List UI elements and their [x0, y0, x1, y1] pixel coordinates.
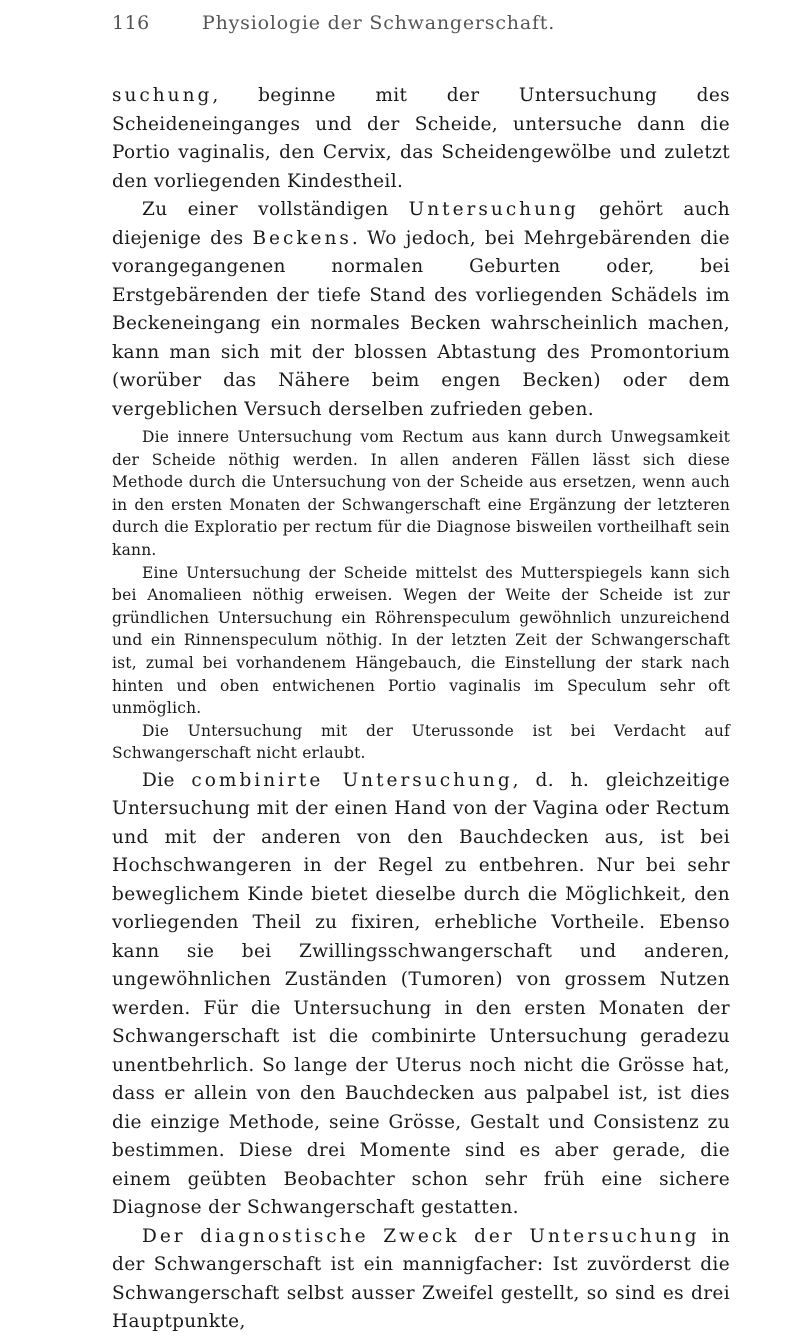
page-body — [112, 82, 730, 1337]
paragraph-3: Die innere Untersuchung vom Rectum aus kann durch Unwegsamkeit der Scheide nöthig werden. In allen anderen Fällen lässt sich diese Methode durch die Untersuchung von der Scheide aus ersetzen, wenn auch in den ersten Monaten der Schwangerschaft eine Ergänzung der letzteren durch die Exploratio per rectum für die Diagnose bisweilen vortheilhaft sein kann. — [112, 428, 730, 559]
paragraph-text: Die — [142, 769, 192, 791]
paragraph-2 — [112, 196, 730, 424]
paragraph-4: Eine Untersuchung der Scheide mittelst des Mutterspiegels kann sich bei Anomalieen nöthig erweisen. Wegen der Weite der Scheide ist zur gründlichen Untersuchung ein Röhrenspeculum gewöhnlich unzureichend und ein Rinnenspeculum nöthig. In der letzten Zeit der Schwangerschaft ist, zumal bei vorhandenem Hängebauch, die Einstellung der stark nach hinten und oben entwichenen Portio vaginalis im Speculum sehr oft unmöglich. — [112, 563, 730, 718]
spaced-term: Der diagnostische Zweck der Untersuchung — [142, 1225, 700, 1247]
paragraph-7 — [112, 1223, 730, 1337]
paragraph-text: Zu einer vollständigen — [142, 199, 409, 220]
paragraph-6 — [112, 767, 730, 1223]
page-number: 116 — [112, 12, 150, 34]
spaced-term: combinirte Untersuchung — [191, 769, 513, 791]
paragraph-text: . Wo jedoch, bei Mehrgebärenden die vorangegangenen normalen Geburten oder, bei Erstgebärenden der tiefe Stand des vorliegenden Schädels im Beckeneingang ein normales Becken wahrscheinlich machen, kann man sich mit der blossen Abtastung des Promontorium (worüber das Nähere beim engen Becken) oder dem vergeblichen Versuch derselben zufrieden geben. — [112, 227, 730, 420]
page-header — [112, 6, 732, 38]
paragraph-text: in der Schwangerschaft ist ein mannigfacher: Ist zuvörderst die Schwangerschaft selbst ausser Zweifel gestellt, so sind es drei Hauptpunkte, — [112, 1225, 730, 1333]
spaced-term: Untersuchung — [408, 199, 579, 220]
paragraph-text: gehört auch diejenige des — [112, 199, 730, 249]
spaced-word: suchung — [112, 85, 213, 106]
running-title: Physiologie der Schwangerschaft. — [202, 12, 556, 34]
paragraph-text: , d. h. gleichzeitige Untersuchung mit der einen Hand von der Vagina oder Rectum und mit der anderen von den Bauchdecken aus, ist bei Hochschwangeren in der Regel zu entbehren. Nur bei sehr beweglichem Kinde bietet dieselbe durch die Möglichkeit, den vorliegenden Theil zu fixiren, erhebliche Vortheile. Ebenso kann sie bei Zwillingsschwangerschaft und anderen, ungewöhnlichen Zuständen (Tumoren) von grossem Nutzen werden. Für die Untersuchung in den ersten Monaten der Schwangerschaft ist die combinirte Untersuchung geradezu unentbehrlich. So lange der Uterus noch nicht die Grösse hat, dass er allein von den Bauchdecken aus palpabel ist, ist dies die einzige Methode, seine Grösse, Gestalt und Consistenz zu bestimmen. Diese drei Momente sind es aber gerade, die einem geübten Beobachter schon sehr früh eine sichere Diagnose der Schwangerschaft gestatten. — [112, 769, 731, 1219]
spaced-term: Beckens — [252, 227, 352, 249]
paragraph-text: , beginne mit der Untersuchung des Scheideneinganges und der Scheide, untersuche dann die Portio vaginalis, den Cervix, das Scheidengewölbe und zuletzt den vorliegenden Kindestheil. — [112, 85, 730, 192]
paragraph-1 — [112, 82, 730, 196]
paragraph-5: Die Untersuchung mit der Uterussonde ist bei Verdacht auf Schwangerschaft nicht erlaubt. — [112, 721, 730, 763]
